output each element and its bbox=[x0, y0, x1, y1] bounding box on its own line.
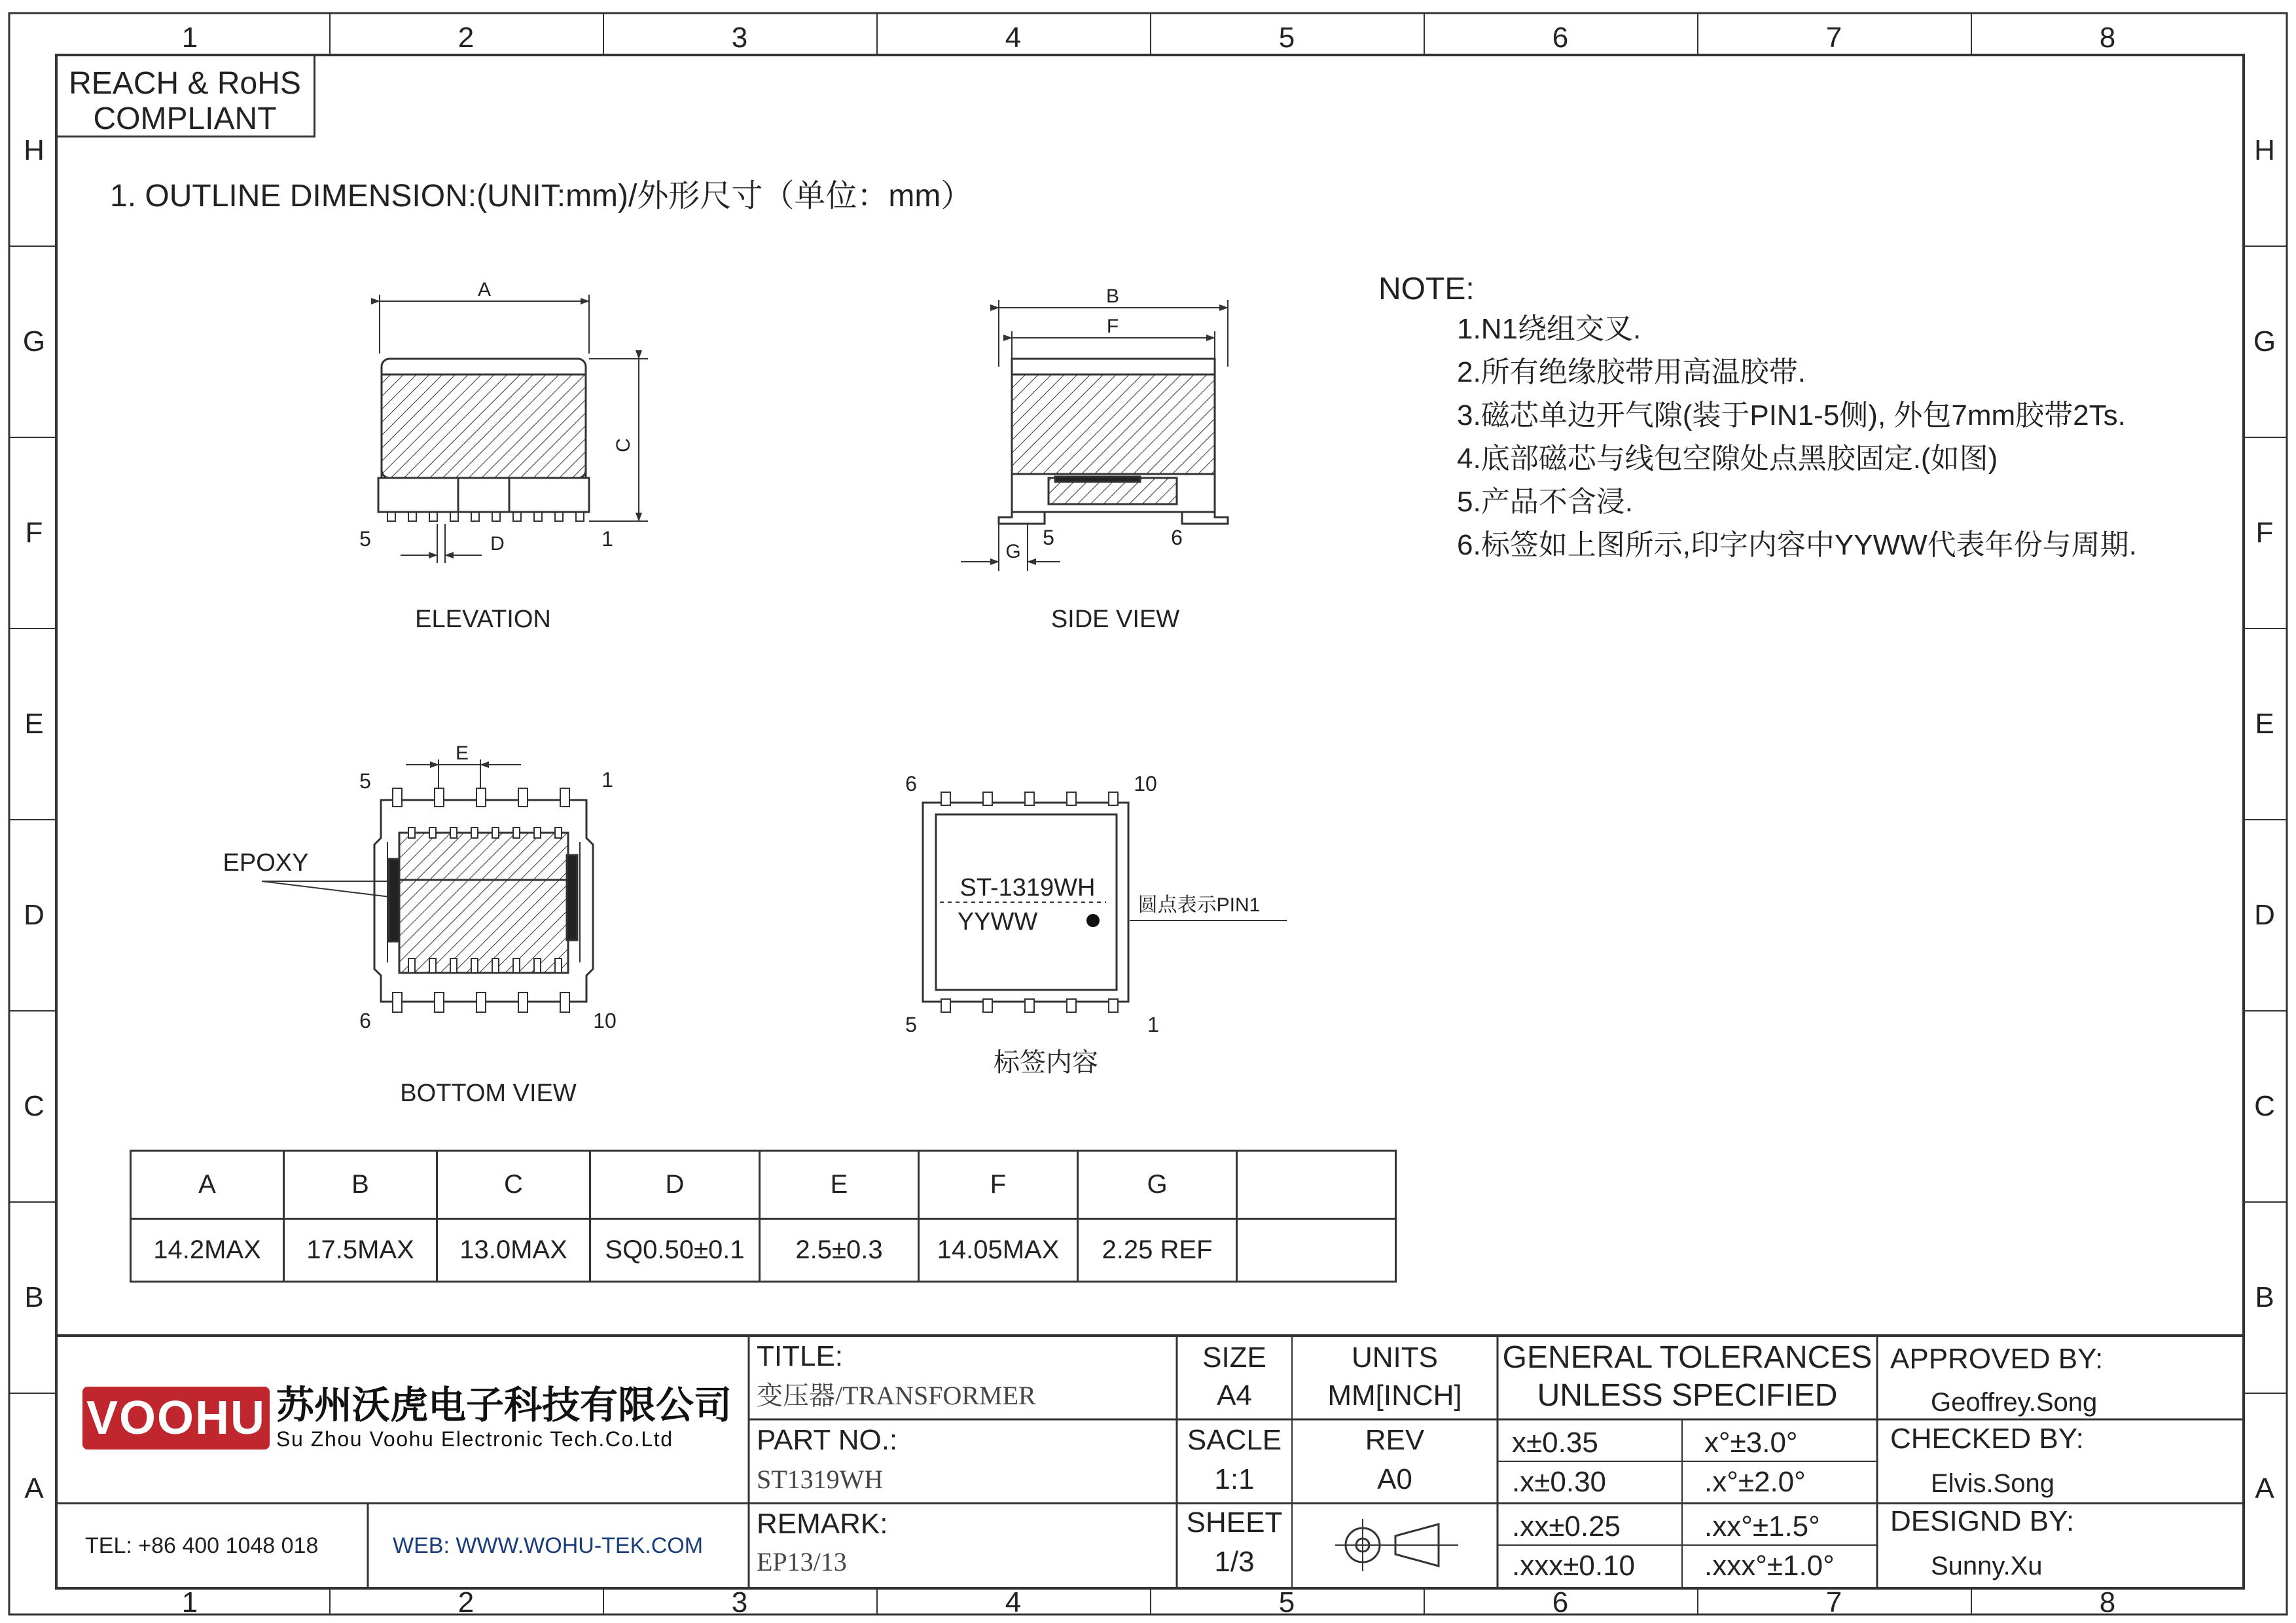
elevation-dim-c: C bbox=[613, 438, 634, 452]
col-label-top: 1 bbox=[181, 22, 198, 54]
row-label-left: F bbox=[25, 517, 43, 549]
dim-value-cell: 14.2MAX bbox=[131, 1219, 284, 1282]
projection-symbol-icon bbox=[1335, 1519, 1458, 1571]
side-dim-b: B bbox=[1105, 285, 1120, 307]
row-label-right: C bbox=[2254, 1090, 2275, 1122]
title-label: TITLE: bbox=[757, 1340, 844, 1372]
col-label-bottom: 5 bbox=[1278, 1586, 1295, 1618]
row-label-right: E bbox=[2255, 708, 2274, 740]
tol-linear: .xx±0.25 bbox=[1512, 1510, 1621, 1542]
label-pin-tr: 10 bbox=[1134, 772, 1157, 795]
dim-header-cell: C bbox=[437, 1151, 590, 1219]
tol-linear: .x±0.30 bbox=[1512, 1466, 1607, 1498]
side-pin-right: 6 bbox=[1171, 526, 1183, 549]
units-value: MM[INCH] bbox=[1327, 1379, 1462, 1412]
label-part-code: ST-1319WH bbox=[960, 874, 1096, 902]
tol-linear: x±0.35 bbox=[1512, 1427, 1598, 1459]
rev-label: REV bbox=[1365, 1424, 1425, 1456]
designed-label: DESIGND BY: bbox=[1890, 1505, 2075, 1537]
tol-angular: .xx°±1.5° bbox=[1704, 1510, 1820, 1542]
contact-tel: TEL: +86 400 1048 018 bbox=[85, 1533, 319, 1558]
note-item: 1.N1绕组交叉. bbox=[1457, 313, 1641, 345]
tol-angular: .x°±2.0° bbox=[1704, 1466, 1806, 1498]
section-title: 1. OUTLINE DIMENSION:(UNIT:mm)/外形尺寸（单位：mm） bbox=[110, 179, 973, 213]
bottom-pin-bl: 6 bbox=[359, 1009, 371, 1032]
label-pin-tl: 6 bbox=[905, 772, 917, 795]
scale-value: 1:1 bbox=[1214, 1463, 1255, 1495]
label-pin-br: 1 bbox=[1147, 1013, 1159, 1036]
checked-by: Elvis.Song bbox=[1931, 1469, 2054, 1498]
remark-value: EP13/13 bbox=[757, 1547, 847, 1577]
note-item: 6.标签如上图所示,印字内容中YYWW代表年份与周期. bbox=[1457, 529, 2137, 561]
note-item: 5.产品不含浸. bbox=[1457, 486, 1633, 518]
dim-header-cell: E bbox=[760, 1151, 919, 1219]
brand-logo bbox=[82, 1387, 270, 1450]
bottom-pin-br: 10 bbox=[593, 1009, 617, 1032]
dim-value-cell: 17.5MAX bbox=[284, 1219, 437, 1282]
col-label-top: 7 bbox=[1825, 22, 1842, 54]
part-no-label: PART NO.: bbox=[757, 1424, 898, 1456]
sheet-label: SHEET bbox=[1186, 1506, 1283, 1539]
label-pin-bl: 5 bbox=[905, 1013, 917, 1036]
col-label-top: 4 bbox=[1005, 22, 1022, 54]
row-label-left: E bbox=[24, 708, 44, 740]
dim-value-cell: 14.05MAX bbox=[919, 1219, 1078, 1282]
note-item: 4.底部磁芯与线包空隙处点黑胶固定.(如图) bbox=[1457, 443, 1998, 475]
col-label-top: 6 bbox=[1552, 22, 1569, 54]
dim-header-cell: A bbox=[131, 1151, 284, 1219]
col-label-top: 2 bbox=[457, 22, 475, 54]
row-label-right: G bbox=[2253, 325, 2276, 357]
dim-value-cell: SQ0.50±0.1 bbox=[590, 1219, 760, 1282]
side-dim-f: F bbox=[1106, 316, 1119, 337]
row-label-left: A bbox=[24, 1472, 44, 1504]
rev-value: A0 bbox=[1377, 1463, 1412, 1495]
col-label-bottom: 3 bbox=[731, 1586, 748, 1618]
tol-angular: x°±3.0° bbox=[1704, 1427, 1798, 1459]
row-label-right: H bbox=[2254, 134, 2275, 166]
col-label-bottom: 8 bbox=[2099, 1586, 2116, 1618]
approved-by: Geoffrey.Song bbox=[1931, 1388, 2098, 1417]
tol-angular: .xxx°±1.0° bbox=[1704, 1550, 1835, 1582]
size-value: A4 bbox=[1217, 1379, 1252, 1412]
row-label-right: A bbox=[2255, 1472, 2274, 1504]
row-label-left: D bbox=[24, 899, 45, 931]
col-label-top: 3 bbox=[731, 22, 748, 54]
size-label: SIZE bbox=[1202, 1341, 1266, 1374]
scale-label: SACLE bbox=[1187, 1424, 1282, 1456]
row-label-left: C bbox=[24, 1090, 45, 1122]
col-label-top: 5 bbox=[1278, 22, 1295, 54]
elevation-dim-d: D bbox=[490, 533, 505, 555]
dim-value-cell: 2.5±0.3 bbox=[760, 1219, 919, 1282]
label-caption: 标签内容 bbox=[994, 1048, 1098, 1077]
designed-by: Sunny.Xu bbox=[1931, 1552, 2043, 1580]
brand-logo-text: VOOHU bbox=[86, 1392, 266, 1444]
dim-value-cell: 2.25 REF bbox=[1078, 1219, 1237, 1282]
bottom-dim-e: E bbox=[455, 742, 469, 764]
row-label-left: H bbox=[24, 134, 45, 166]
col-label-bottom: 2 bbox=[457, 1586, 475, 1618]
note-item: 2.所有绝缘胶带用高温胶带. bbox=[1457, 356, 1806, 388]
company-name-en: Su Zhou Voohu Electronic Tech.Co.Ltd bbox=[276, 1427, 673, 1451]
bottom-pin-tr: 1 bbox=[601, 768, 613, 792]
dim-header-cell: B bbox=[284, 1151, 437, 1219]
note-item: 3.磁芯单边开气隙(装于PIN1-5侧), 外包7mm胶带2Ts. bbox=[1457, 399, 2126, 431]
col-label-bottom: 4 bbox=[1005, 1586, 1022, 1618]
side-caption: SIDE VIEW bbox=[1050, 606, 1180, 633]
row-label-right: F bbox=[2255, 517, 2274, 549]
part-no-value: ST1319WH bbox=[757, 1465, 884, 1494]
contact-web: WEB: WWW.WOHU-TEK.COM bbox=[393, 1533, 704, 1558]
tolerance-heading-1: GENERAL TOLERANCES bbox=[1502, 1340, 1873, 1375]
tol-linear: .xxx±0.10 bbox=[1512, 1550, 1636, 1582]
compliance-line1: REACH & RoHS bbox=[69, 66, 301, 101]
dim-header-cell: F bbox=[919, 1151, 1078, 1219]
row-label-left: B bbox=[24, 1281, 44, 1313]
row-label-left: G bbox=[22, 325, 46, 357]
approved-label: APPROVED BY: bbox=[1890, 1343, 2104, 1375]
side-pin-left: 5 bbox=[1043, 526, 1054, 549]
units-label: UNITS bbox=[1352, 1341, 1438, 1374]
dim-header-cell: D bbox=[590, 1151, 760, 1219]
col-label-bottom: 1 bbox=[181, 1586, 198, 1618]
col-label-top: 8 bbox=[2099, 22, 2116, 54]
elevation-pin-left: 5 bbox=[359, 527, 371, 551]
title-value: 变压器/TRANSFORMER bbox=[757, 1381, 1036, 1410]
elevation-caption: ELEVATION bbox=[415, 606, 551, 633]
notes-heading: NOTE: bbox=[1378, 272, 1475, 306]
dim-header-cell: G bbox=[1078, 1151, 1237, 1219]
elevation-pin-right: 1 bbox=[601, 527, 613, 551]
label-pin1-note: 圆点表示PIN1 bbox=[1138, 894, 1261, 916]
company-name-cn: 苏州沃虎电子科技有限公司 bbox=[276, 1384, 732, 1427]
bottom-epoxy-label: EPOXY bbox=[223, 849, 309, 877]
compliance-line2: COMPLIANT bbox=[93, 101, 277, 136]
bottom-caption: BOTTOM VIEW bbox=[400, 1080, 577, 1107]
col-label-bottom: 7 bbox=[1825, 1586, 1842, 1618]
bottom-pin-tl: 5 bbox=[359, 769, 371, 793]
dim-value-cell: 13.0MAX bbox=[437, 1219, 590, 1282]
checked-label: CHECKED BY: bbox=[1890, 1423, 2084, 1455]
label-date-code: YYWW bbox=[957, 908, 1038, 936]
col-label-bottom: 6 bbox=[1552, 1586, 1569, 1618]
side-dim-g: G bbox=[1005, 541, 1021, 562]
sheet-value: 1/3 bbox=[1214, 1546, 1255, 1578]
row-label-right: D bbox=[2254, 899, 2275, 931]
tolerance-heading-2: UNLESS SPECIFIED bbox=[1537, 1378, 1838, 1413]
row-label-right: B bbox=[2255, 1281, 2274, 1313]
elevation-dim-a: A bbox=[477, 279, 492, 301]
remark-label: REMARK: bbox=[757, 1508, 888, 1540]
